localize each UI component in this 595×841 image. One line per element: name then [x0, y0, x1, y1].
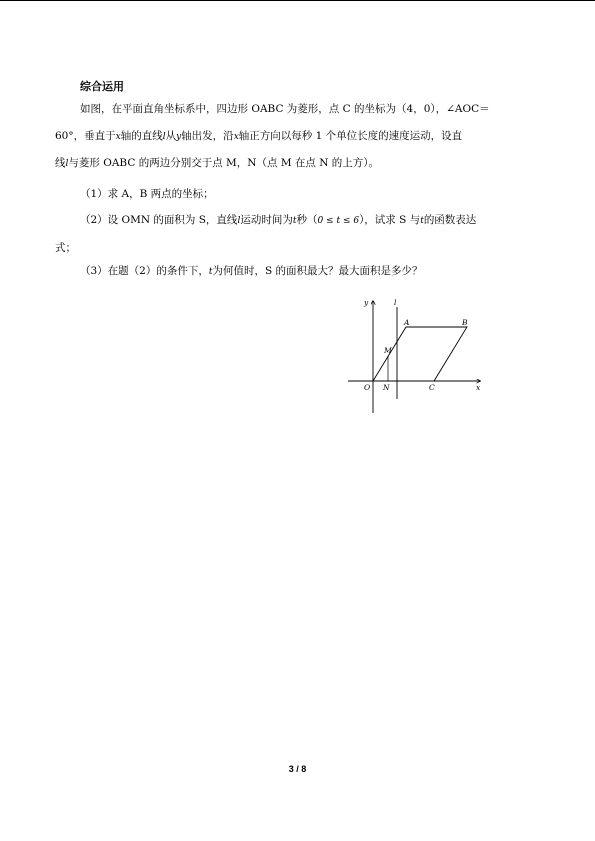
label-o: O: [364, 383, 371, 392]
question-2: [80, 212, 476, 227]
var-l: l: [65, 159, 69, 169]
label-l: l: [394, 298, 397, 307]
question-3: [80, 263, 423, 278]
problem-text: 线: [55, 157, 66, 169]
label-m: M: [384, 346, 392, 355]
question-text: 的函数表达: [423, 214, 477, 226]
var-l: l: [162, 132, 166, 142]
question-text: （2）设 OMN 的面积为 S，直线: [80, 214, 238, 226]
var-t: t: [420, 216, 424, 226]
problem-text: 轴正方向以每秒 1 个单位长度的速度运动，设直: [238, 130, 463, 142]
problem-text: 轴出发，沿: [181, 130, 234, 142]
problem-text: 60°，垂直于: [55, 130, 116, 142]
label-y: y: [364, 298, 369, 307]
question-text: ），试求 S 与: [359, 214, 421, 226]
top-rule: [0, 0, 595, 1]
question-text: 为何值时，S 的面积最大？最大面积是多少？: [212, 265, 423, 277]
page-number: 3 / 8: [288, 764, 307, 774]
figure-svg: [340, 293, 490, 418]
question-text: 式；: [55, 242, 76, 254]
question-2-continued: [55, 240, 76, 255]
question-1: [80, 186, 214, 201]
time-range: 0 ≤ t ≤ 6: [317, 216, 360, 226]
var-t: t: [292, 216, 297, 226]
var-x: x: [233, 132, 239, 142]
question-text: 运动时间为: [240, 214, 293, 226]
question-text: 秒（: [296, 214, 318, 226]
label-x: x: [476, 383, 481, 392]
label-n: N: [383, 383, 390, 392]
label-c: C: [429, 383, 435, 392]
problem-line-2: [55, 128, 462, 143]
problem-text: 与菱形 OABC 的两边分别交于点 M，N（点 M 在点 N 的上方）。: [68, 157, 380, 169]
question-text: （1）求 A，B 两点的坐标；: [80, 188, 214, 200]
rhombus-figure: [340, 293, 490, 418]
problem-text: 从: [165, 130, 177, 142]
problem-line-3: [55, 155, 379, 170]
label-a: A: [404, 318, 410, 327]
problem-line-1: [80, 101, 490, 116]
var-x: x: [115, 132, 121, 142]
var-t: t: [208, 267, 213, 277]
question-text: （3）在题（2）的条件下，: [80, 265, 209, 277]
var-y: y: [176, 132, 182, 142]
problem-text: 如图，在平面直角坐标系中，四边形 OABC 为菱形，点 C 的坐标为（4，0），∠AOC＝: [80, 103, 490, 115]
var-l: l: [237, 216, 241, 226]
label-b: B: [462, 318, 468, 327]
section-heading: 综合运用: [80, 80, 124, 93]
problem-text: 轴的直线: [120, 130, 163, 142]
